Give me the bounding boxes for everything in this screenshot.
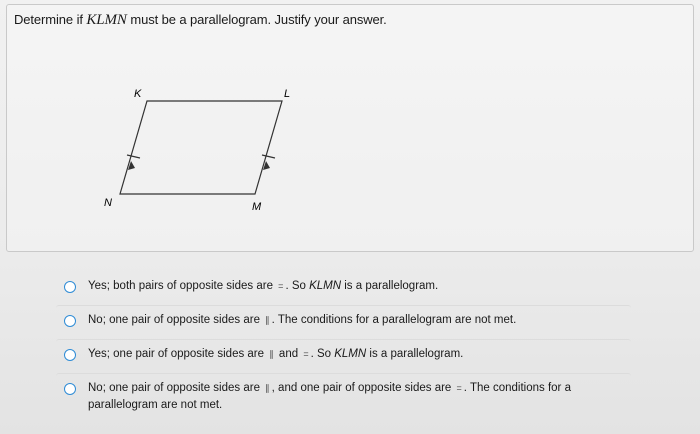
option-c-part: and xyxy=(275,348,302,360)
vertex-label-k: K xyxy=(134,88,142,100)
option-b-part: . The conditions for a parallelogram are not met. xyxy=(271,314,517,326)
option-d[interactable] xyxy=(56,373,631,420)
parallel-symbol: ∥ xyxy=(269,349,274,359)
option-a-text xyxy=(88,278,623,295)
option-b-text xyxy=(88,312,623,329)
vertex-label-m: M xyxy=(252,201,262,213)
option-d-part: . The conditions for a parallelogram are not met. xyxy=(88,382,571,411)
option-d-text xyxy=(88,380,623,414)
option-c-part: is a parallelogram. xyxy=(366,348,464,360)
radio-button-d[interactable] xyxy=(64,383,76,395)
vertex-label-n: N xyxy=(104,197,112,209)
radio-button-b[interactable] xyxy=(64,315,76,327)
option-c-text xyxy=(88,346,623,363)
shape-name: KLMN xyxy=(334,348,367,360)
option-d-part: No; one pair of opposite sides are xyxy=(88,382,264,394)
option-c[interactable] xyxy=(56,339,631,369)
congruent-symbol: = xyxy=(456,383,462,393)
answer-options xyxy=(56,272,631,424)
question-prefix: Determine if xyxy=(14,12,87,27)
parallel-symbol: ∥ xyxy=(265,383,270,393)
option-d-part: , and one pair of opposite sides are xyxy=(271,382,455,394)
tick-mark-lm xyxy=(262,155,275,158)
quadrilateral-klmn xyxy=(120,101,282,194)
option-c-part: . So xyxy=(310,348,335,360)
tick-mark-kn xyxy=(127,155,140,158)
congruent-symbol: = xyxy=(278,281,284,291)
option-a[interactable] xyxy=(56,272,631,301)
option-a-part: Yes; both pairs of opposite sides are xyxy=(88,280,277,292)
option-a-part: . So xyxy=(285,280,310,292)
vertex-label-l: L xyxy=(284,88,291,100)
question-shape-name: KLMN xyxy=(86,12,127,28)
question-suffix: must be a parallelogram. Justify your answer. xyxy=(126,12,387,27)
option-c-part: Yes; one pair of opposite sides are xyxy=(88,348,268,360)
radio-button-c[interactable] xyxy=(64,349,76,361)
option-a-part: is a parallelogram. xyxy=(341,280,439,292)
radio-button-a[interactable] xyxy=(64,281,76,293)
parallel-symbol: ∥ xyxy=(265,315,270,325)
congruent-symbol: = xyxy=(303,349,309,359)
option-b[interactable] xyxy=(56,305,631,335)
shape-name: KLMN xyxy=(309,280,342,292)
option-b-part: No; one pair of opposite sides are xyxy=(88,314,264,326)
